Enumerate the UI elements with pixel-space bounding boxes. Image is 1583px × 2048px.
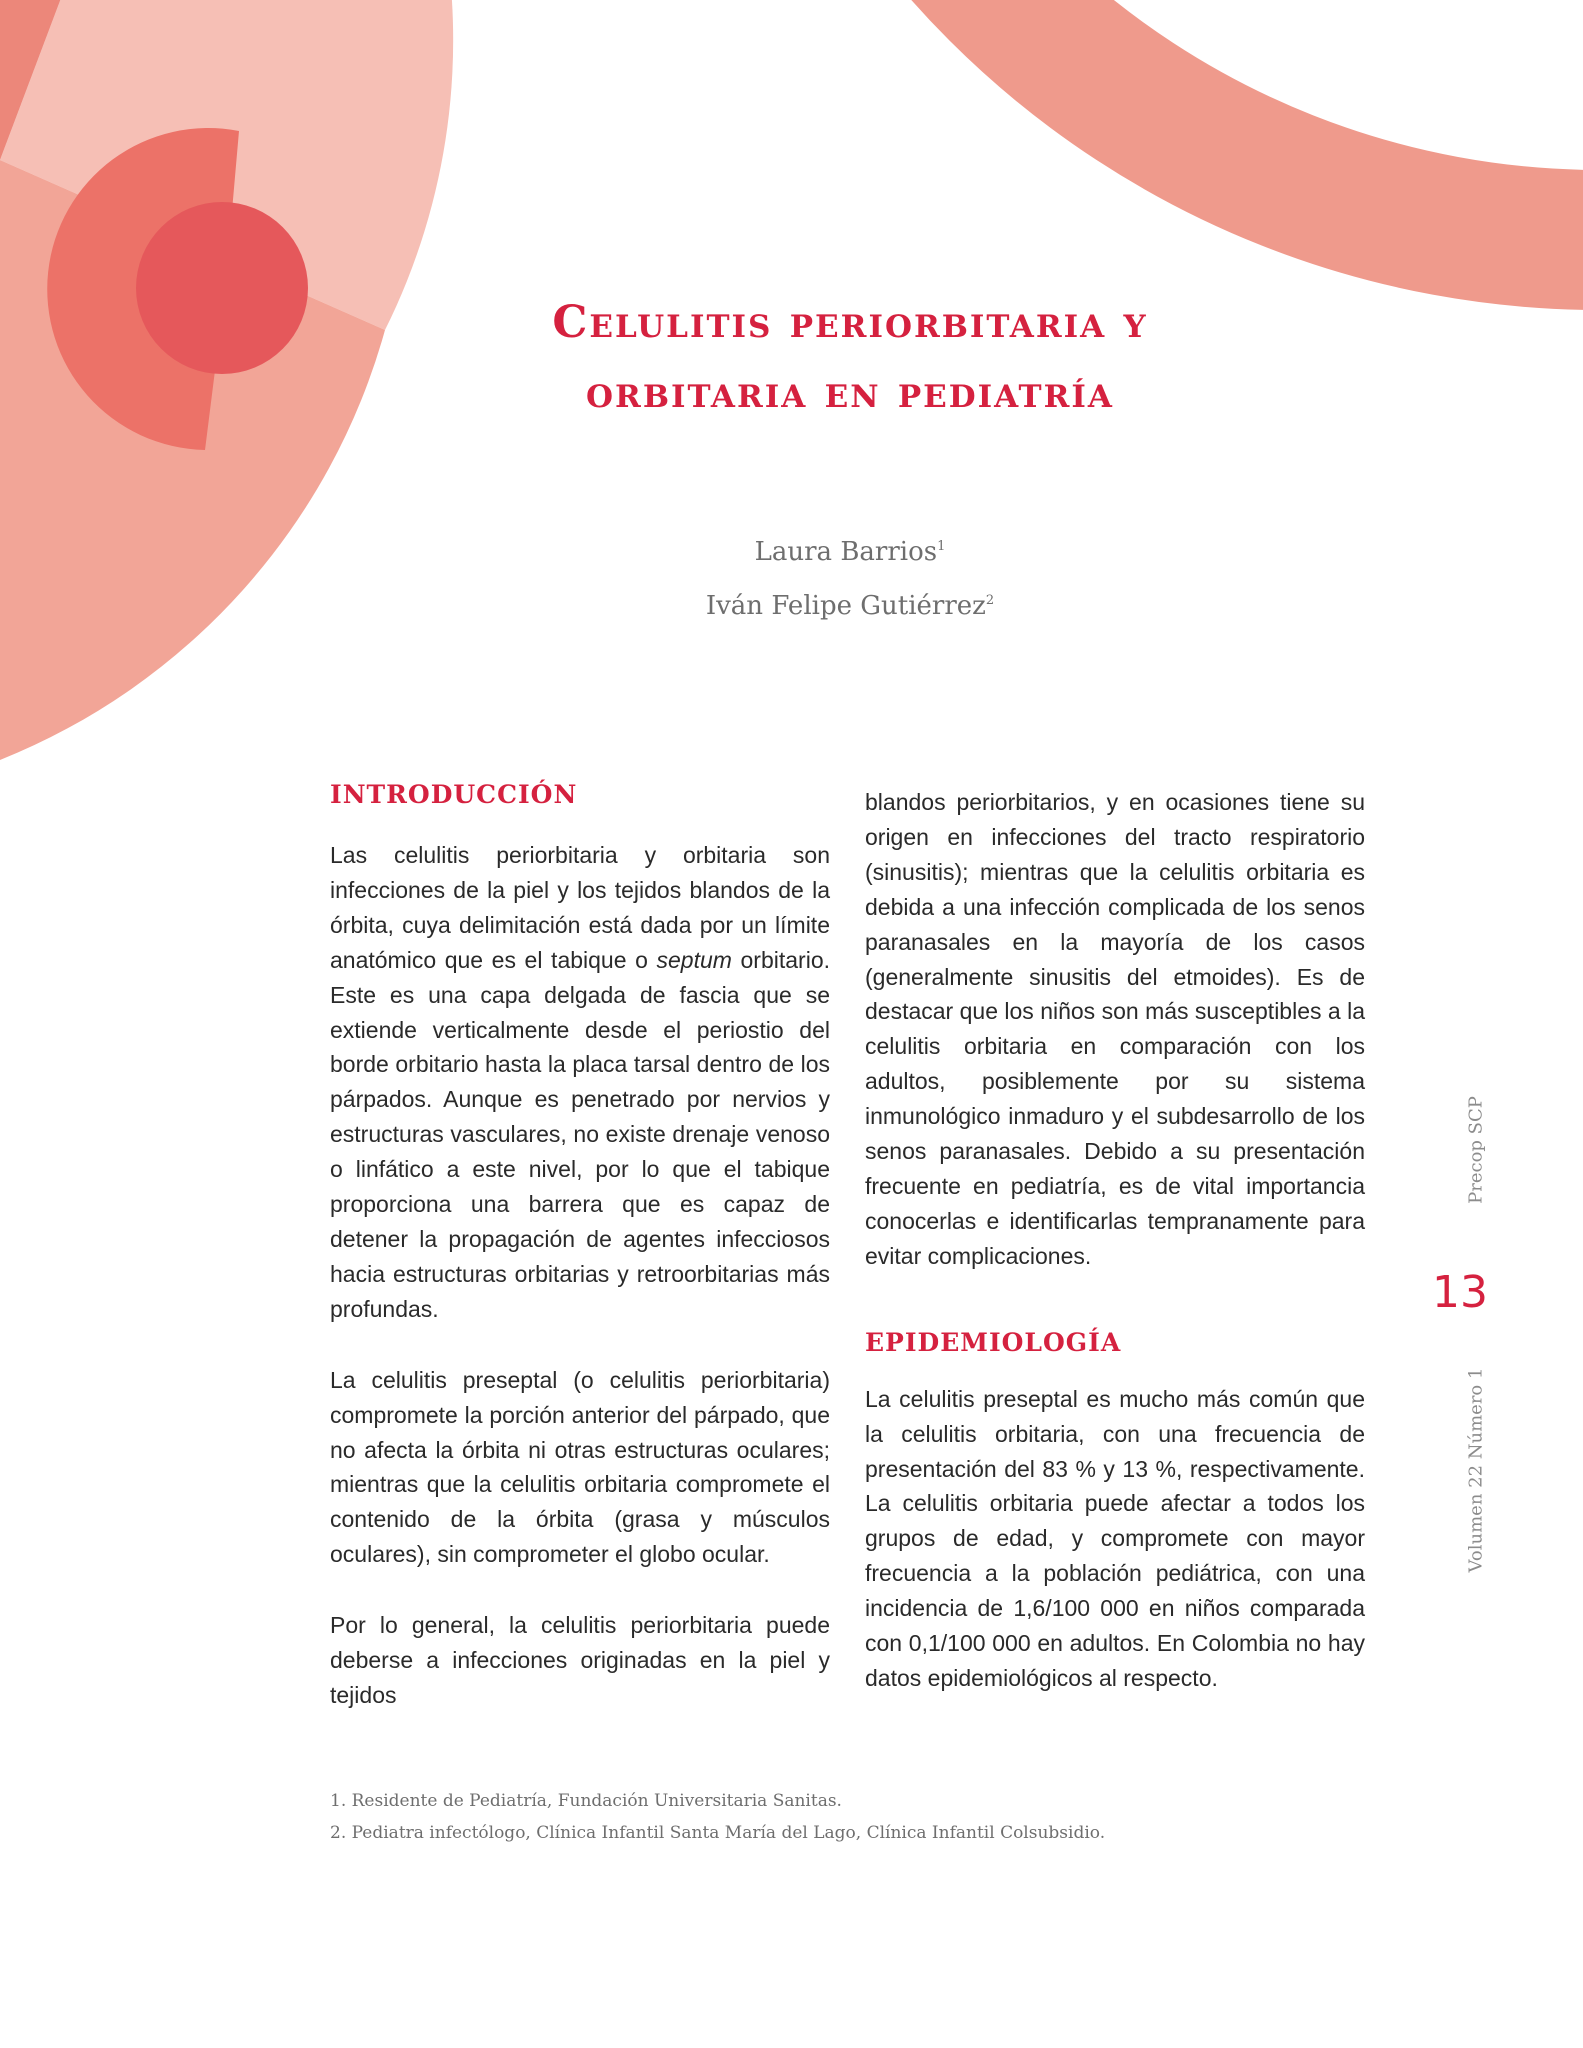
author-2	[340, 581, 1360, 626]
intro-paragraph-3-continued: blandos periorbitarios, y en ocasiones tiene su origen en infecciones del tracto respiratorio (sinusitis); mientras que la celulitis orbitaria es debida a una infección complicada de los senos paranasales en la mayoría de los casos (generalmente sinusitis del etmoides). Es de destacar que los niños son más susceptibles a la celulitis orbitaria en comparación con los adultos, posiblemente por su sistema inmunológico inmaduro y el subdesarrollo de los senos paranasales. Debido a su presentación frecuente en pediatría, es de vital importancia conocerlas e identificarlas tempranamente para evitar complicaciones.	[865, 789, 1365, 1269]
author-name: Laura Barrios	[754, 537, 938, 567]
footnote-2: 2. Pediatra infectólogo, Clínica Infantil Santa María del Lago, Clínica Infantil Colsubsidio.	[330, 1823, 1106, 1843]
footnotes	[330, 1785, 1430, 1849]
septum-term: septum	[656, 946, 732, 973]
footnote-1: 1. Residente de Pediatría, Fundación Universitaria Sanitas.	[330, 1791, 842, 1811]
article-title-line-1: Celulitis periorbitaria y	[552, 297, 1148, 348]
journal-name-vertical: Precop SCP	[1465, 1096, 1487, 1204]
right-column	[865, 785, 1365, 1696]
author-1	[340, 527, 1360, 572]
author-name: Iván Felipe Gutiérrez	[705, 591, 986, 621]
author-affiliation-ref: 1	[937, 539, 946, 554]
section-heading-epidemiologia: EPIDEMIOLOGÍA	[865, 1327, 1122, 1357]
intro-paragraph-2: La celulitis preseptal (o celulitis periorbitaria) compromete la porción anterior del párpado, que no afecta la órbita ni otras estructuras oculares; mientras que la celulitis orbitaria compromete el contenido de la órbita (grasa y músculos oculares), sin comprometer el globo ocular.	[330, 1366, 830, 1568]
volume-issue-vertical: Volumen 22 Número 1	[1465, 1367, 1487, 1573]
top-right-ring	[750, 0, 1583, 240]
author-affiliation-ref: 2	[985, 593, 995, 608]
article-title-line-2: orbitaria en pediatría	[586, 367, 1114, 418]
intro-paragraph-1: Las celulitis periorbitaria y orbitaria son infecciones de la piel y los tejidos blandos de la órbita, cuya delimitación está dada por un límite anatómico que es el tabique o septum orbitario. Este es una capa delgada de fascia que se extiende verticalmente desde el periostio del borde orbitario hasta la placa tarsal dentro de los párpados. Aunque es penetrado por nervios y estructuras vasculares, no existe drenaje venoso o linfático a este nivel, por lo que el tabique proporciona una barrera que es capaz de detener la propagación de agentes infecciosos hacia estructuras orbitarias y retroorbitarias más profundas.	[330, 842, 830, 1322]
small-red-circle	[136, 202, 308, 374]
epidemiologia-paragraph-1: La celulitis preseptal es mucho más común que la celulitis orbitaria, con una frecuencia de presentación del 83 % y 13 %, respectivamente. La celulitis orbitaria puede afectar a todos los grupos de edad, y compromete con mayor frecuencia a la población pediátrica, con una incidencia de 1,6/100 000 en niños comparada con 0,1/100 000 en adultos. En Colombia no hay datos epidemiológicos al respecto.	[865, 1385, 1365, 1691]
intro-paragraph-3: Por lo general, la celulitis periorbitaria puede deberse a infecciones originadas en la piel y tejidos	[330, 1612, 830, 1708]
left-column	[330, 778, 830, 1713]
section-heading-introduccion: INTRODUCCIÓN	[330, 780, 578, 809]
page-number: 13	[1432, 1267, 1488, 1318]
